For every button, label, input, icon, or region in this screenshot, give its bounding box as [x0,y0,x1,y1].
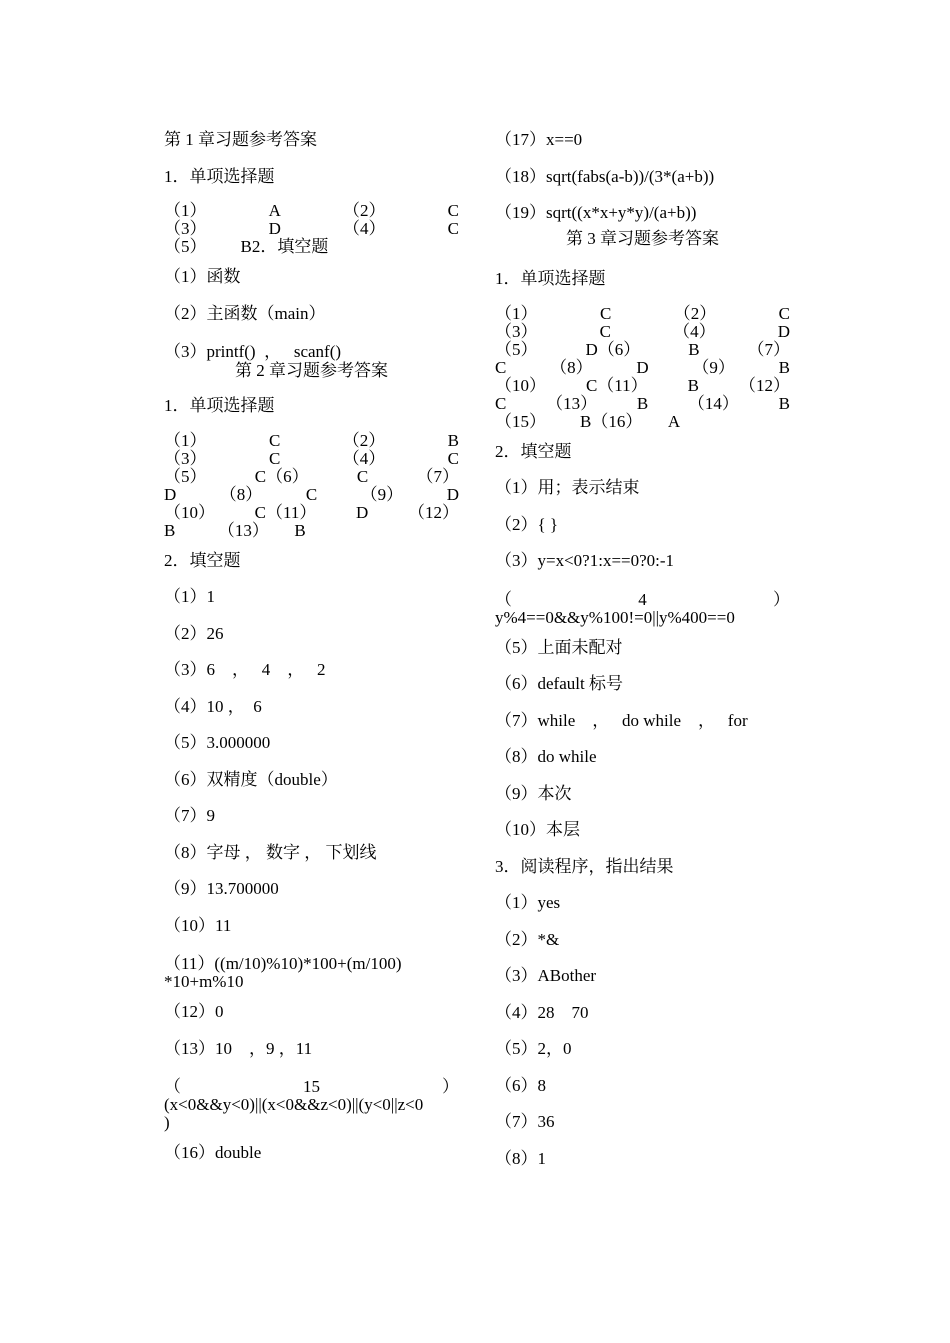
answer-line: *10+m%10 [164,972,244,991]
answer-row: （3） C （4） D [495,321,790,341]
answer-row: （10） C（11） B （12） [495,375,790,395]
answer-line: （7）9 [164,806,215,825]
answer-line: （19）sqrt((x*x+y*y)/(a+b)) [495,203,697,222]
answer-line: （3）6 ， 4 ， 2 [164,660,326,679]
answer-row: （15） B（16） A [495,411,681,431]
answer-row: （5） D（6） B （7） [495,339,790,359]
answer-line: （5）3.000000 [164,733,271,752]
answer-row: （10） C（11） D （12） [164,502,459,522]
answer-line: (x<0&&y<0)||(x<0&&z<0)||(y<0||z<0 [164,1095,424,1114]
answer-line: （8）do while [495,747,597,766]
answer-line: （5）上面未配对 [495,637,623,657]
answer-line: （10）11 [164,915,232,935]
answer-row: C （13） B （14） B [495,393,790,413]
answer-row: （1） A （2） C [164,201,459,220]
answer-row: （5） B2．填空题 [164,237,329,256]
answer-line: （3）ABother [495,966,597,985]
section-heading: 1．单项选择题 [164,166,275,186]
chapter-3-title: 第 3 章习题参考答案 [566,229,719,248]
answer-row: （3） D （4） C [164,219,459,238]
answer-line: （5）2，0 [495,1039,572,1058]
answer-line: （1）函数 [164,267,241,286]
answer-line: （9）本次 [495,783,572,803]
section-heading: 1．单项选择题 [164,396,275,415]
answer-line: （2）{ } [495,514,559,534]
answer-line: （1）1 [164,587,215,606]
answer-line: （13）10 ，9 ，11 [164,1038,313,1058]
right-column [495,127,790,1182]
answer-row: D （8） C （9） D [164,484,459,504]
answer-row: （1） C （2） C [495,303,790,323]
answer-line: ) [164,1113,170,1132]
answer-line: （10）本层 [495,820,580,839]
answer-line: （ 15 ） [164,1077,459,1096]
answer-line: （4）28 70 [495,1002,589,1022]
answer-line: （1）yes [495,893,561,912]
answer-line: （6）default 标号 [495,674,623,693]
answer-line: （7）while ， do while ， for [495,710,748,730]
chapter-1-title: 第 1 章习题参考答案 [164,130,317,149]
answer-line: （11）((m/10)%10)*100+(m/100) [164,954,402,973]
answer-line: （4）10 ， 6 [164,696,262,716]
answer-line: （18）sqrt(fabs(a-b))/(3*(a+b)) [495,166,715,186]
section-heading: 2．填空题 [495,441,572,461]
answer-line: y%4==0&&y%100!=0||y%400==0 [495,607,735,627]
answer-row: B （13） B [164,520,306,540]
answer-line: （ 4 ） [495,589,790,609]
answer-row: （3） C （4） C [164,448,459,468]
answer-line: （3）y=x<0?1:x==0?0:-1 [495,551,675,570]
answer-row: （1） C （2） B [164,430,459,450]
answer-line: （3）printf() ， scanf() [164,342,342,361]
answer-line: （7）36 [495,1112,555,1131]
answer-row: C （8） D （9） B [495,357,790,377]
left-column [164,127,459,1177]
answer-line: （8）字母 ， 数字 ， 下划线 [164,842,377,862]
answer-row: （5） C（6） C （7） [164,466,459,486]
answer-line: （2）26 [164,623,224,643]
section-heading: 1．单项选择题 [495,269,606,288]
answer-line: （2）*& [495,929,560,949]
answer-line: （17）x==0 [495,130,583,149]
answer-line: （2）主函数（main） [164,303,326,323]
answer-line: （6）8 [495,1075,546,1095]
answer-line: （12）0 [164,1002,224,1021]
answer-line: （6）双精度（double） [164,769,338,789]
chapter-2-title: 第 2 章习题参考答案 [235,361,388,380]
section-heading: 2．填空题 [164,550,241,570]
answer-line: （9）13.700000 [164,879,279,898]
answer-line: （1）用；表示结束 [495,478,640,497]
answer-line: （8）1 [495,1148,546,1168]
answer-line: （16）double [164,1143,262,1162]
section-heading: 3．阅读程序，指出结果 [495,856,674,876]
